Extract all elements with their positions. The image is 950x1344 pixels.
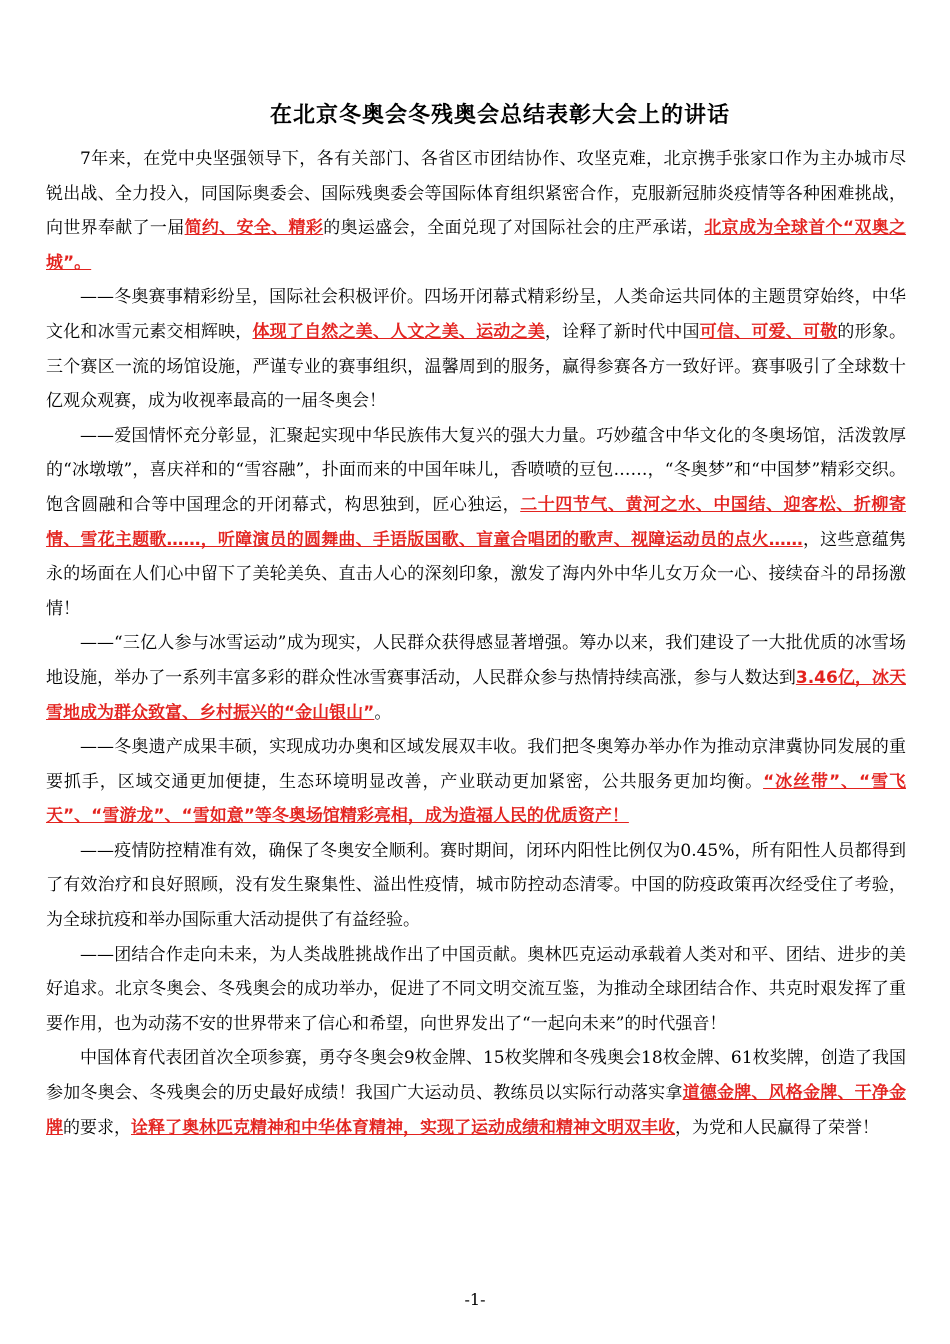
highlighted-text: 道德金牌、风格金牌、干净金牌: [46, 1083, 907, 1138]
text-segment: 。: [374, 702, 392, 723]
text-segment: 7年来，在党中央坚强领导下，各有关部门、各省区市团结协作、攻坚克难，北京携手张家口作为主办城市尽锐出战、全力投入，同国际奥委会、国际残奥委会等国际体育组织紧密合作，克服新冠肺炎疫情等各种困难挑战，向世界奉献了一届: [46, 149, 906, 239]
highlighted-text: 体现了自然之美、人文之美、运动之美: [252, 321, 545, 342]
text-segment: ——冬奥遗产成果丰硕，实现成功办奥和区域发展双丰收。我们把冬奥筹办举办作为推动京津冀协同发展的重要抓手，区域交通更加便捷，生态环境明显改善，产业联动更加紧密，公共服务更加均衡。: [46, 737, 906, 792]
document-body: [46, 142, 906, 1145]
highlighted-text: “冰丝带”、“雪飞天”、“雪游龙”、“雪如意”等冬奥场馆精彩亮相，成为造福人民的优质资产！: [46, 771, 906, 827]
page-number: -1-: [464, 1290, 486, 1309]
highlighted-text: 诠释了奥林匹克精神和中华体育精神，实现了运动成绩和精神文明双丰收: [131, 1117, 675, 1138]
paragraph: [46, 938, 906, 1042]
paragraph: [46, 730, 906, 834]
highlighted-text: 可信、可爱、可敬: [699, 321, 838, 342]
highlighted-text: 二十四节气、黄河之水、中国结、迎客松、折柳寄情、雪花主题歌……，听障演员的圆舞曲、手语版国歌、盲童合唱团的歌声、视障运动员的点火……: [46, 494, 906, 550]
text-segment: ——爱国情怀充分彰显，汇聚起实现中华民族伟大复兴的强大力量。巧妙蕴含中华文化的冬奥场馆，活泼敦厚的“冰墩墩”，喜庆祥和的“雪容融”，扑面而来的中国年味儿，香喷喷的豆包……，“冬奥梦”和“中国梦”精彩交织。饱含圆融和合等中国理念的开闭幕式，构思独到，匠心独运，: [46, 425, 906, 515]
paragraph: [46, 280, 906, 418]
highlighted-text: 北京成为全球首个“双奥之城”。: [46, 218, 907, 273]
text-segment: ——疫情防控精准有效，确保了冬奥安全顺利。赛时期间，闭环内阳性比例仅为0.45%，所有阳性人员都得到了有效治疗和良好照顾，没有发生聚集性、溢出性疫情，城市防控动态清零。中国的防疫政策再次经受住了考验，为全球抗疫和举办国际重大活动提供了有益经验。: [46, 840, 906, 931]
text-segment: 中国体育代表团首次全项参赛，勇夺冬奥会9枚金牌、15枚奖牌和冬残奥会18枚金牌、61枚奖牌，创造了我国参加冬奥会、冬残奥会的历史最好成绩！我国广大运动员、教练员以实际行动落实拿: [46, 1048, 906, 1104]
paragraph: [46, 1041, 906, 1145]
paragraph: [46, 834, 906, 938]
highlighted-text: 3.46亿，冰天雪地成为群众致富、乡村振兴的“金山银山”: [46, 667, 906, 723]
text-segment: ，诠释了新时代中国: [544, 321, 700, 342]
text-segment: ，为党和人民赢得了荣誉！: [675, 1117, 879, 1138]
text-segment: 的要求，: [63, 1117, 131, 1138]
paragraph: [46, 142, 906, 280]
text-segment: ，这些意蕴隽永的场面在人们心中留下了美轮美奂、直击人心的深刻印象，激发了海内外中华儿女万众一心、接续奋斗的昂扬激情！: [46, 529, 907, 619]
text-segment: 的形象。三个赛区一流的场馆设施，严谨专业的赛事组织，温馨周到的服务，赢得参赛各方一致好评。赛事吸引了全球数十亿观众观赛，成为收视率最高的一届冬奥会！: [46, 321, 907, 412]
document-title: 在北京冬奥会冬残奥会总结表彰大会上的讲话: [269, 103, 730, 128]
paragraph: [46, 626, 906, 730]
text-segment: ——“三亿人参与冰雪运动”成为现实，人民群众获得感显著增强。筹办以来，我们建设了一大批优质的冰雪场地设施，举办了一系列丰富多彩的群众性冰雪赛事活动，人民群众参与热情持续高涨，参与人数达到: [46, 633, 906, 688]
text-segment: ——冬奥赛事精彩纷呈，国际社会积极评价。四场开闭幕式精彩纷呈，人类命运共同体的主题贯穿始终，中华文化和冰雪元素交相辉映，: [46, 287, 906, 342]
text-segment: 的奥运盛会，全面兑现了对国际社会的庄严承诺，: [323, 218, 705, 239]
text-segment: ——团结合作走向未来，为人类战胜挑战作出了中国贡献。奥林匹克运动承载着人类对和平、团结、进步的美好追求。北京冬奥会、冬残奥会的成功举办，促进了不同文明交流互鉴，为推动全球团结合作、共克时艰发挥了重要作用，也为动荡不安的世界带来了信心和希望，向世界发出了“一起向未来”的时代强音！: [46, 944, 906, 1034]
paragraph: [46, 419, 906, 627]
highlighted-text: 简约、安全、精彩: [184, 218, 324, 239]
